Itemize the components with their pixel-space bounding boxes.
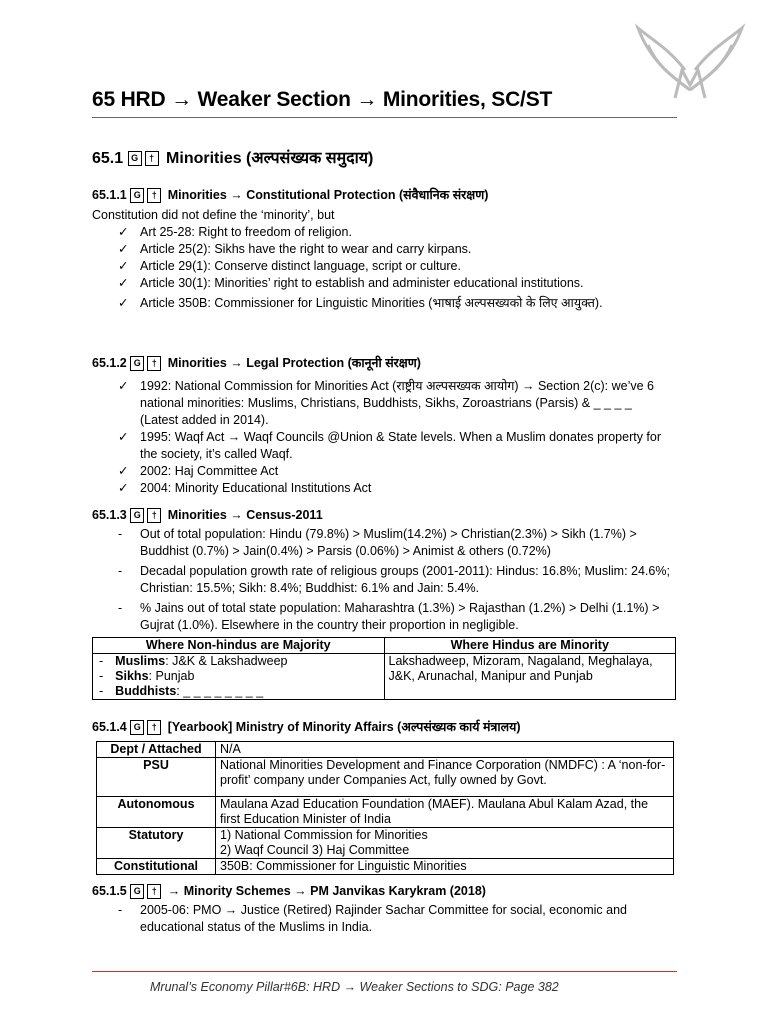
row-value: Maulana Azad Education Foundation (MAEF). Maulana Abul Kalam Azad, the first Education Minister of India bbox=[216, 797, 674, 828]
section-title: → Minority Schemes → PM Janvikas Karykram (2018) bbox=[167, 884, 486, 898]
dagger-icon: † bbox=[145, 151, 159, 166]
religion-label: Muslims bbox=[115, 654, 166, 668]
g-icon: G bbox=[128, 151, 142, 166]
item-text: 2005-06: PMO → Justice (Retired) Rajinder Sachar Committee for social, economic and educational status of the Muslims in India. bbox=[140, 903, 628, 934]
dagger-icon: † bbox=[147, 188, 161, 203]
row-value: 1) National Commission for Minorities 2) Waqf Council 3) Haj Committee bbox=[216, 828, 674, 859]
g-icon: G bbox=[130, 508, 144, 523]
wings-logo bbox=[630, 20, 750, 110]
dash-bullet: - bbox=[99, 654, 104, 668]
dash-bullet: - bbox=[118, 564, 123, 578]
page-heading: 65 HRD → Weaker Section → Minorities, SC/ST bbox=[92, 88, 553, 111]
item-text: Article 29(1): Conserve distinct language, script or culture. bbox=[140, 259, 461, 273]
section-65-1-5-heading bbox=[92, 884, 486, 899]
dagger-icon: † bbox=[147, 356, 161, 371]
table-cell bbox=[93, 654, 385, 700]
majority-table bbox=[92, 637, 676, 700]
row-key: Dept / Attached bbox=[97, 742, 216, 758]
check-icon: ✓ bbox=[118, 481, 129, 495]
item-text: 2002: Haj Committee Act bbox=[140, 464, 279, 478]
row-key: PSU bbox=[97, 758, 216, 797]
list-item bbox=[118, 563, 670, 597]
table-line bbox=[99, 654, 380, 669]
section-65-1-heading bbox=[92, 146, 373, 168]
table-header: Where Hindus are Minority bbox=[384, 638, 676, 654]
row-key: Statutory bbox=[97, 828, 216, 859]
section-title: Minorities → Constitutional Protection (संवैधानिक संरक्षण) bbox=[167, 188, 489, 202]
list-item bbox=[118, 526, 670, 560]
table-line bbox=[99, 669, 380, 684]
item-text: Article 30(1): Minorities’ right to establish and administer educational institutions. bbox=[140, 276, 584, 290]
check-icon: ✓ bbox=[118, 242, 129, 256]
section-title: Minorities (अल्पसंख्यक समुदाय) bbox=[166, 150, 374, 167]
dash-bullet: - bbox=[118, 903, 123, 917]
section-number: 65.1.5 bbox=[92, 884, 127, 898]
row-value: N/A bbox=[216, 742, 674, 758]
table-cell: Lakshadweep, Mizoram, Nagaland, Meghalaya, J&K, Arunachal, Manipur and Punjab bbox=[384, 654, 676, 700]
item-text: Art 25-28: Right to freedom of religion. bbox=[140, 225, 352, 239]
constitutional-list bbox=[118, 224, 658, 314]
table-row bbox=[97, 758, 674, 797]
check-icon: ✓ bbox=[118, 276, 129, 290]
dagger-icon: † bbox=[147, 508, 161, 523]
list-item bbox=[118, 480, 668, 497]
legal-list bbox=[118, 378, 668, 497]
item-text: % Jains out of total state population: Maharashtra (1.3%) > Rajasthan (1.2%) > Delhi (1.1%) > Gujrat (1.0%). Elsewhere in the country their proportion in negligible. bbox=[140, 601, 660, 632]
list-item bbox=[118, 224, 658, 241]
footer-rule bbox=[92, 971, 677, 972]
section-number: 65.1 bbox=[92, 150, 124, 167]
dash-bullet: - bbox=[99, 669, 104, 683]
list-item bbox=[118, 902, 674, 936]
section-title: Minorities → Legal Protection (कानूनी संरक्षण) bbox=[167, 356, 421, 370]
dash-bullet: - bbox=[118, 527, 123, 541]
section-title: Minorities → Census-2011 bbox=[167, 508, 323, 522]
g-icon: G bbox=[130, 188, 144, 203]
table-row bbox=[97, 797, 674, 828]
ministry-table bbox=[96, 741, 674, 875]
section-65-1-3-heading bbox=[92, 508, 323, 523]
g-icon: G bbox=[130, 356, 144, 371]
check-icon: ✓ bbox=[118, 225, 129, 239]
list-item bbox=[118, 429, 668, 463]
check-icon: ✓ bbox=[118, 379, 129, 393]
list-item bbox=[118, 463, 668, 480]
section-65-1-4-heading bbox=[92, 718, 520, 735]
section-number: 65.1.4 bbox=[92, 720, 127, 734]
check-icon: ✓ bbox=[118, 259, 129, 273]
item-text: 1995: Waqf Act → Waqf Councils @Union & State levels. When a Muslim donates property for the society, it’s called Waqf. bbox=[140, 430, 662, 461]
list-item bbox=[118, 258, 658, 275]
page-footer: Mrunal’s Economy Pillar#6B: HRD → Weaker Sections to SDG: Page 382 bbox=[150, 980, 559, 994]
schemes-list bbox=[118, 902, 674, 936]
section-65-1-1-heading bbox=[92, 186, 488, 203]
dagger-icon: † bbox=[147, 720, 161, 735]
region-text: : Punjab bbox=[148, 669, 195, 683]
list-item bbox=[118, 378, 668, 429]
item-text: Article 350B: Commissioner for Linguistic Minorities (भाषाई अल्पसख्यको के लिए आयुक्त). bbox=[140, 296, 603, 310]
table-row bbox=[97, 859, 674, 875]
row-value: National Minorities Development and Finance Corporation (NMDFC) : A ‘non-for-profit’ company under Companies Act, fully owned by Govt. bbox=[216, 758, 674, 797]
g-icon: G bbox=[130, 720, 144, 735]
list-item bbox=[118, 600, 670, 634]
list-item bbox=[118, 241, 658, 258]
row-value: 350B: Commissioner for Linguistic Minorities bbox=[216, 859, 674, 875]
region-text: : J&K & Lakshadweep bbox=[165, 654, 288, 668]
section-title: [Yearbook] Ministry of Minority Affairs (अल्पसंख्यक कार्य मंत्रालय) bbox=[167, 720, 521, 734]
check-icon: ✓ bbox=[118, 464, 129, 478]
g-icon: G bbox=[130, 884, 144, 899]
religion-label: Sikhs bbox=[115, 669, 149, 683]
table-header: Where Non-hindus are Majority bbox=[93, 638, 385, 654]
item-text: 2004: Minority Educational Institutions Act bbox=[140, 481, 372, 495]
religion-label: Buddhists bbox=[115, 684, 177, 698]
item-text: 1992: National Commission for Minorities Act (राष्ट्रीय अल्पसख्यक आयोग) → Section 2(c): we’ve 6 national minorities: Muslims, Christians, Buddhists, Sikhs, Zoroastrians (Parsis) & _ _ _ _ (Latest added in 2014). bbox=[140, 379, 654, 427]
dash-bullet: - bbox=[99, 684, 104, 698]
row-key: Autonomous bbox=[97, 797, 216, 828]
region-text: : _ _ _ _ _ _ _ _ bbox=[176, 684, 264, 698]
section-number: 65.1.1 bbox=[92, 188, 127, 202]
check-icon: ✓ bbox=[118, 296, 129, 310]
table-row bbox=[97, 742, 674, 758]
item-text: Article 25(2): Sikhs have the right to wear and carry kirpans. bbox=[140, 242, 472, 256]
table-row bbox=[97, 828, 674, 859]
dash-bullet: - bbox=[118, 601, 123, 615]
intro-text: Constitution did not define the ‘minority’, but bbox=[92, 208, 335, 222]
census-list bbox=[118, 526, 670, 634]
list-item bbox=[118, 275, 658, 292]
table-line bbox=[99, 684, 380, 699]
item-text: Decadal population growth rate of religious groups (2001-2011): Hindus: 16.8%; Muslim: 24.6%; Christian: 15.5%; Sikh: 8.4%; Buddhist: 6.1% and Jain: 5.4%. bbox=[140, 564, 670, 595]
row-key: Constitutional bbox=[97, 859, 216, 875]
section-number: 65.1.3 bbox=[92, 508, 127, 522]
section-number: 65.1.2 bbox=[92, 356, 127, 370]
dagger-icon: † bbox=[147, 884, 161, 899]
check-icon: ✓ bbox=[118, 430, 129, 444]
list-item bbox=[118, 292, 658, 314]
section-65-1-2-heading bbox=[92, 354, 421, 371]
item-text: Out of total population: Hindu (79.8%) > Muslim(14.2%) > Christian(2.3%) > Sikh (1.7%) > Buddhist (0.7%) > Jain(0.4%) > Parsis (0.06%) > Animist & others (0.72%) bbox=[140, 527, 637, 558]
heading-rule bbox=[92, 117, 677, 118]
